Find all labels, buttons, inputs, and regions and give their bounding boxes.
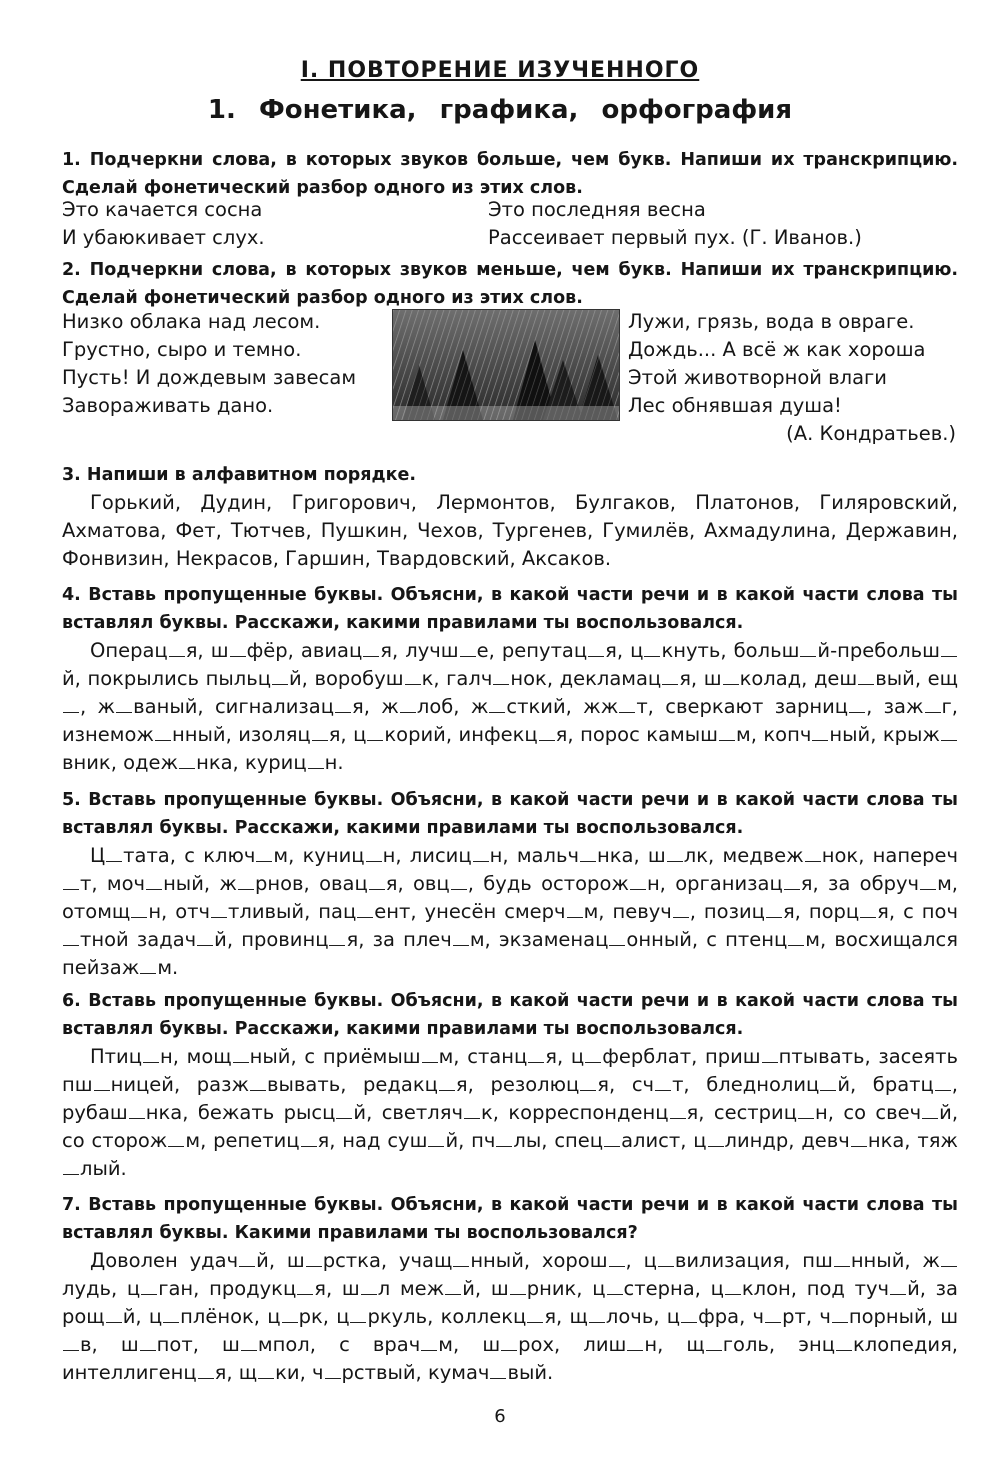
blank-gap xyxy=(644,655,660,657)
blank-gap xyxy=(367,739,383,741)
blank-gap xyxy=(667,860,683,862)
blank-gap xyxy=(788,944,804,946)
blank-gap xyxy=(131,916,147,918)
blank-gap xyxy=(860,916,876,918)
blank-gap xyxy=(129,1117,145,1119)
blank-gap xyxy=(241,1349,257,1351)
poem-line: Пусть! И дождевым завесам xyxy=(62,366,357,389)
blank-gap xyxy=(230,655,246,657)
blank-gap xyxy=(858,683,874,685)
blank-gap xyxy=(834,1265,850,1267)
blank-gap xyxy=(922,1117,938,1119)
poem-line: Это последняя весна xyxy=(488,198,706,221)
blank-gap xyxy=(233,1061,249,1063)
blank-gap xyxy=(155,739,171,741)
blank-gap xyxy=(211,916,227,918)
blank-gap xyxy=(719,739,735,741)
blank-gap xyxy=(256,860,272,862)
blank-gap xyxy=(258,1377,274,1379)
blank-gap xyxy=(361,1293,377,1295)
task-7-text: Доволен удач й, ш рстка, учащ нный, хорош , ц вилизация, пш нный, жлудь, ц ган, продукц я, ш л меж й, ш рник, ц стерна, ц клон, под туч й, за рощ й, ц плёнок, ц рк, ц ркуль, коллекц я, щ лочь, ц фра, ч рт, ч порный, шв, ш пот, ш мпол, с врач м, ш рох, лиш н, щ голь, энц клопедия, интеллигенц я, щ ки, ч рствый, кумач вый. xyxy=(62,1249,959,1384)
task-7-heading: 7. Вставь пропущенные буквы. Объясни, в какой части речи и в какой части слова ты вставлял буквы. Какими правилами ты воспользовался? xyxy=(62,1195,958,1243)
blank-gap xyxy=(63,888,79,890)
blank-gap xyxy=(655,1089,671,1091)
blank-gap xyxy=(116,711,132,713)
blank-gap xyxy=(766,916,782,918)
blank-gap xyxy=(588,655,604,657)
blank-gap xyxy=(706,1349,722,1351)
blank-gap xyxy=(312,739,328,741)
blank-gap xyxy=(63,1349,79,1351)
blank-gap xyxy=(336,1117,352,1119)
blank-gap xyxy=(445,1293,461,1295)
task-2-heading: 2. Подчеркни слова, в которых звуков меньше, чем букв. Напиши их транскрипцию. Сделай фонетический разбор одного из этих слов. xyxy=(62,260,958,308)
blank-gap xyxy=(306,1265,322,1267)
blank-gap xyxy=(567,916,583,918)
blank-gap xyxy=(589,1321,605,1323)
blank-gap xyxy=(681,1321,697,1323)
blank-gap xyxy=(725,1293,741,1295)
blank-gap xyxy=(836,1349,852,1351)
blank-gap xyxy=(604,1145,620,1147)
blank-gap xyxy=(239,1265,255,1267)
blank-gap xyxy=(489,711,505,713)
blank-gap xyxy=(453,944,469,946)
blank-gap xyxy=(510,1293,526,1295)
blank-gap xyxy=(670,1117,686,1119)
blank-gap xyxy=(585,1061,601,1063)
blank-gap xyxy=(140,972,156,974)
blank-gap xyxy=(439,1089,455,1091)
blank-gap xyxy=(920,888,936,890)
blank-gap xyxy=(94,1089,110,1091)
task-3-text: Горький, Дудин, Григорович, Лермонтов, Булгаков, Платонов, Гиляровский, Ахматова, Фет, Тютчев, Пушкин, Чехов, Тургенев, Гумилёв, Ахмадулина, Державин, Фонвизин, Некрасов, Гаршин, Твардовский, Аксаков. xyxy=(62,491,958,570)
blank-gap xyxy=(890,1293,906,1295)
task-4-text: Операц я, ш фёр, авиац я, лучш е, репутац я, ц кнуть, больш й-пребольшй, покрылись пыльц й, воробуш к, галч нок, декламац я, ш колад, деш вый, ещ, ж ваный, сигнализац я, ж лоб, ж сткий, жж т, сверкают зарниц , заж г, изнемож нный, изоляц я, ц корий, инфекц я, порос камыш м, копч ный, крыжвник, одеж нка, куриц н. xyxy=(62,639,958,774)
task-4-heading: 4. Вставь пропущенные буквы. Объясни, в какой части речи и в какой части слова ты вставлял буквы. Расскажи, какими правилами ты воспользовался. xyxy=(62,585,958,633)
blank-gap xyxy=(849,711,865,713)
blank-gap xyxy=(658,1265,674,1267)
task-3-heading: 3. Напиши в алфавитном порядке. xyxy=(62,465,417,485)
blank-gap xyxy=(197,944,213,946)
poem-line: Грустно, сыро и темно. xyxy=(62,338,302,361)
blank-gap xyxy=(282,1321,298,1323)
blank-gap xyxy=(63,711,79,713)
blank-gap xyxy=(325,1377,341,1379)
poem-line: Этой животворной влаги xyxy=(628,366,887,389)
blank-gap xyxy=(363,655,379,657)
blank-gap xyxy=(493,683,509,685)
blank-gap xyxy=(143,1061,159,1063)
blank-gap xyxy=(630,888,646,890)
poem-line: И убаюкивает слух. xyxy=(62,226,265,249)
blank-gap xyxy=(662,683,678,685)
poem-line: Рассеивает первый пух. (Г. Иванов.) xyxy=(488,226,862,249)
blank-gap xyxy=(607,1293,623,1295)
blank-gap xyxy=(428,1145,444,1147)
blank-gap xyxy=(464,1117,480,1119)
blank-gap xyxy=(163,1321,179,1323)
blank-gap xyxy=(619,711,635,713)
blank-gap xyxy=(308,767,324,769)
task-7 xyxy=(62,1191,958,1387)
blank-gap xyxy=(820,1089,836,1091)
blank-gap xyxy=(369,888,385,890)
blank-gap xyxy=(805,860,821,862)
blank-gap xyxy=(580,1089,596,1091)
blank-gap xyxy=(762,1061,778,1063)
blank-gap xyxy=(528,1061,544,1063)
task-2-poem-left xyxy=(62,308,356,420)
blank-gap xyxy=(935,1089,951,1091)
blank-gap xyxy=(297,1293,313,1295)
blank-gap xyxy=(473,860,489,862)
task-6-text: Птиц н, мощ ный, с приёмыш м, станц я, ц ферблат, приш птывать, засеять пш ницей, разж вывать, редакц я, резолюц я, сч т, бледнолиц й, братц , рубаш нка, бежать рысц й, светляч к, корреспонденц я, сестриц н, со свеч й, со сторож м, репетиц я, над суш й, пч лы, спец алист, ц линдр, девч нка, тяжлый. xyxy=(62,1045,959,1180)
blank-gap xyxy=(784,888,800,890)
poem-line: Это качается сосна xyxy=(62,198,263,221)
blank-gap xyxy=(146,888,162,890)
blank-gap xyxy=(335,711,351,713)
blank-gap xyxy=(106,860,122,862)
task-6 xyxy=(62,987,958,1183)
blank-gap xyxy=(272,683,288,685)
blank-gap xyxy=(460,655,476,657)
task-5-heading: 5. Вставь пропущенные буквы. Объясни, в какой части речи и в какой части слова ты вставлял буквы. Расскажи, какими правилами ты воспользовался. xyxy=(62,790,958,838)
task-4 xyxy=(62,581,958,777)
blank-gap xyxy=(832,1321,848,1323)
blank-gap xyxy=(723,683,739,685)
blank-gap xyxy=(812,739,828,741)
blank-gap xyxy=(627,1349,643,1351)
task-1-poem-left xyxy=(62,196,265,252)
blank-gap xyxy=(250,1089,266,1091)
page-number: 6 xyxy=(494,1406,506,1427)
blank-gap xyxy=(329,944,345,946)
blank-gap xyxy=(941,655,957,657)
blank-gap xyxy=(350,1321,366,1323)
blank-gap xyxy=(63,944,79,946)
task-5-text: Ц тата, с ключ м, куниц н, лисиц н, мальч нка, ш лк, медвеж нок, наперечт, моч ный, ж рнов, овац я, овц , будь осторож н, организац я, за обруч м, отомщ н, отч тливый, пац ент, унесён смерч м, певуч , позиц я, порц я, с почтной задач й, провинц я, за плеч м, экзаменац онный, с птенц м, восхищался пейзаж м. xyxy=(62,844,959,979)
task-5 xyxy=(62,786,958,982)
blank-gap xyxy=(765,1321,781,1323)
task-1 xyxy=(62,146,958,202)
blank-gap xyxy=(451,888,467,890)
task-2-poem-author: (А. Кондратьев.) xyxy=(786,422,956,445)
blank-gap xyxy=(580,860,596,862)
blank-gap xyxy=(851,1145,867,1147)
blank-gap xyxy=(140,1349,156,1351)
poem-line: Низко облака над лесом. xyxy=(62,310,321,333)
task-2 xyxy=(62,256,958,312)
poem-line: Лужи, грязь, вода в овраге. xyxy=(628,310,915,333)
blank-gap xyxy=(198,1377,214,1379)
blank-gap xyxy=(925,711,941,713)
blank-gap xyxy=(357,916,373,918)
blank-gap xyxy=(490,1377,506,1379)
task-6-heading: 6. Вставь пропущенные буквы. Объясни, в какой части речи и в какой части слова ты вставлял буквы. Расскажи, какими правилами ты воспользовался. xyxy=(62,991,958,1039)
blank-gap xyxy=(405,683,421,685)
blank-gap xyxy=(179,767,195,769)
blank-gap xyxy=(609,1265,625,1267)
blank-gap xyxy=(941,739,957,741)
blank-gap xyxy=(421,1349,437,1351)
task-3 xyxy=(62,461,958,573)
blank-gap xyxy=(400,711,416,713)
blank-gap xyxy=(422,1061,438,1063)
blank-gap xyxy=(609,944,625,946)
blank-gap xyxy=(496,1145,512,1147)
task-1-heading: 1. Подчеркни слова, в которых звуков больше, чем букв. Напиши их транскрипцию. Сделай фонетический разбор одного из этих слов. xyxy=(62,150,958,198)
blank-gap xyxy=(941,1265,957,1267)
poem-line: Завораживать дано. xyxy=(62,394,274,417)
blank-gap xyxy=(169,655,185,657)
blank-gap xyxy=(501,1349,517,1351)
blank-gap xyxy=(301,1145,317,1147)
blank-gap xyxy=(238,888,254,890)
blank-gap xyxy=(168,1145,184,1147)
section-title: I. ПОВТОРЕНИЕ ИЗУЧЕННОГО xyxy=(300,58,700,83)
poem-line: Дождь... А всё ж как хороша xyxy=(628,338,926,361)
rainy-forest-illustration xyxy=(392,309,620,421)
blank-gap xyxy=(106,1321,122,1323)
task-2-poem-right xyxy=(628,308,926,420)
blank-gap xyxy=(527,1321,543,1323)
poem-line: Лес обнявшая душа! xyxy=(628,394,842,417)
blank-gap xyxy=(366,860,382,862)
blank-gap xyxy=(798,1117,814,1119)
blank-gap xyxy=(539,739,555,741)
blank-gap xyxy=(141,1293,157,1295)
blank-gap xyxy=(63,1173,79,1175)
blank-gap xyxy=(800,655,816,657)
blank-gap xyxy=(708,1145,724,1147)
blank-gap xyxy=(453,1265,469,1267)
blank-gap xyxy=(673,916,689,918)
task-1-poem-right xyxy=(488,196,862,252)
chapter-title: 1. Фонетика, графика, орфография xyxy=(207,95,793,125)
